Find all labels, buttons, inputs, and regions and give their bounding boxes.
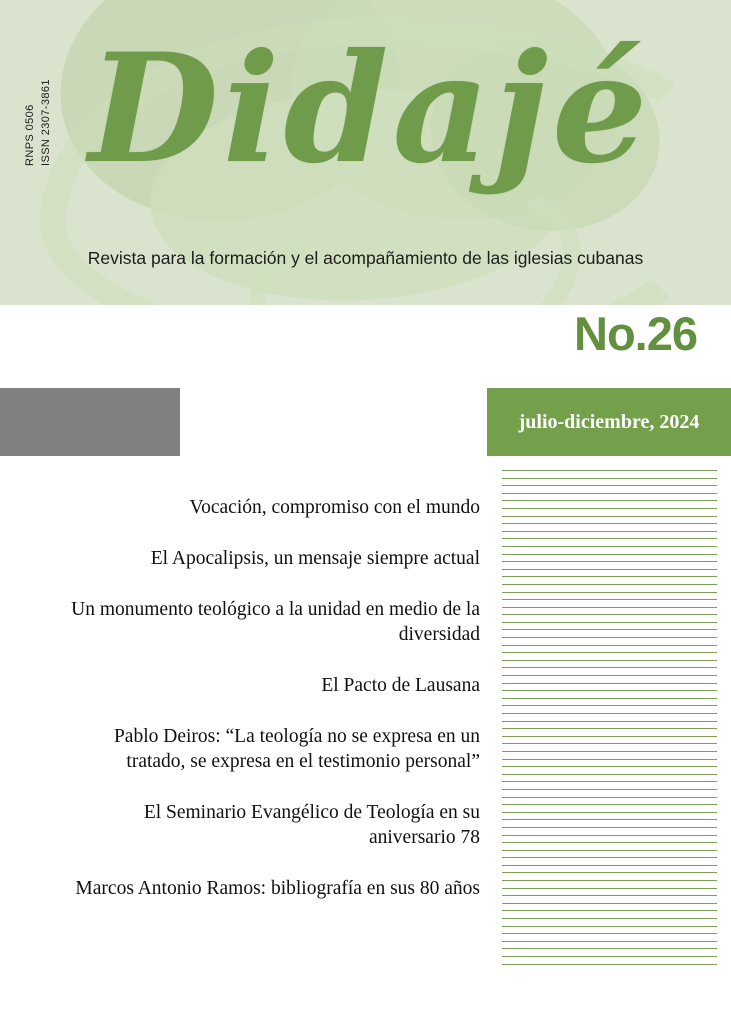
list-item: El Pacto de Lausana [321,674,480,696]
issue-date-band [0,388,731,456]
hatch-line [502,759,717,760]
hatch-line [502,721,717,722]
hatch-line [502,804,717,805]
hatch-line [502,751,717,752]
hatch-line [502,835,717,836]
magazine-subtitle: Revista para la formación y el acompañamiento de las iglesias cubanas [87,248,644,268]
contents-list [60,496,480,902]
hatch-line [502,918,717,919]
hatch-line [502,880,717,881]
list-item: El Seminario Evangélico de Teología en su aniversario 78 [143,801,480,848]
hatch-line [502,485,717,486]
hatch-line [502,508,717,509]
hatch-line [502,948,717,949]
rnps-label: RNPS 0506 [24,104,36,166]
hatch-line [502,607,717,608]
hatch-line [502,872,717,873]
hatch-line [502,865,717,866]
hatch-line [502,827,717,828]
hatch-line [502,622,717,623]
band-white-block [180,388,487,456]
list-item: Marcos Antonio Ramos: bibliografía en sus 80 años [75,877,480,899]
hatch-pattern [502,470,717,975]
hatch-line [502,546,717,547]
hatch-line [502,561,717,562]
hatch-line [502,614,717,615]
hatch-line [502,774,717,775]
hatch-line [502,690,717,691]
hatch-line [502,660,717,661]
hatch-line [502,766,717,767]
magazine-title: Didajé [88,21,652,197]
hatch-line [502,819,717,820]
hatch-line [502,470,717,471]
hatch-line [502,705,717,706]
hatch-line [502,743,717,744]
band-grey-block [0,388,180,456]
hatch-line [502,667,717,668]
hatch-line [502,956,717,957]
hatch-line [502,941,717,942]
hatch-line [502,895,717,896]
issue-number: No.26 [574,307,697,360]
hatch-line [502,842,717,843]
hatch-line [502,500,717,501]
list-item: El Apocalipsis, un mensaje siempre actual [150,547,480,569]
issn-label: ISSN 2307-3861 [40,79,52,166]
hatch-line [502,554,717,555]
hatch-line [502,683,717,684]
hatch-line [502,645,717,646]
issue-date-label: julio-diciembre, 2024 [518,411,700,433]
list-item: Vocación, compromiso con el mundo [189,497,480,518]
hatch-line [502,629,717,630]
hatch-line [502,713,717,714]
list-item: Pablo Deiros: “La teología no se expresa en un tratado, se expresa en el testimonio personal” [113,725,480,772]
hatch-line [502,789,717,790]
hatch-line [502,964,717,965]
list-item: Un monumento teológico a la unidad en medio de la diversidad [71,598,480,645]
hatch-line [502,493,717,494]
hatch-line [502,797,717,798]
hatch-line [502,531,717,532]
hatch-line [502,523,717,524]
hatch-line [502,538,717,539]
hatch-line [502,781,717,782]
hatch-line [502,478,717,479]
hatch-line [502,592,717,593]
hatch-line [502,599,717,600]
hatch-line [502,926,717,927]
hatch-line [502,850,717,851]
hatch-line [502,675,717,676]
hatch-line [502,728,717,729]
hatch-line [502,933,717,934]
hatch-line [502,652,717,653]
hatch-line [502,910,717,911]
hatch-line [502,888,717,889]
hatch-line [502,516,717,517]
hatch-line [502,576,717,577]
hatch-line [502,903,717,904]
hatch-line [502,812,717,813]
hatch-line [502,857,717,858]
hatch-line [502,736,717,737]
hatch-line [502,637,717,638]
hatch-line [502,698,717,699]
hatch-line [502,569,717,570]
hatch-line [502,584,717,585]
